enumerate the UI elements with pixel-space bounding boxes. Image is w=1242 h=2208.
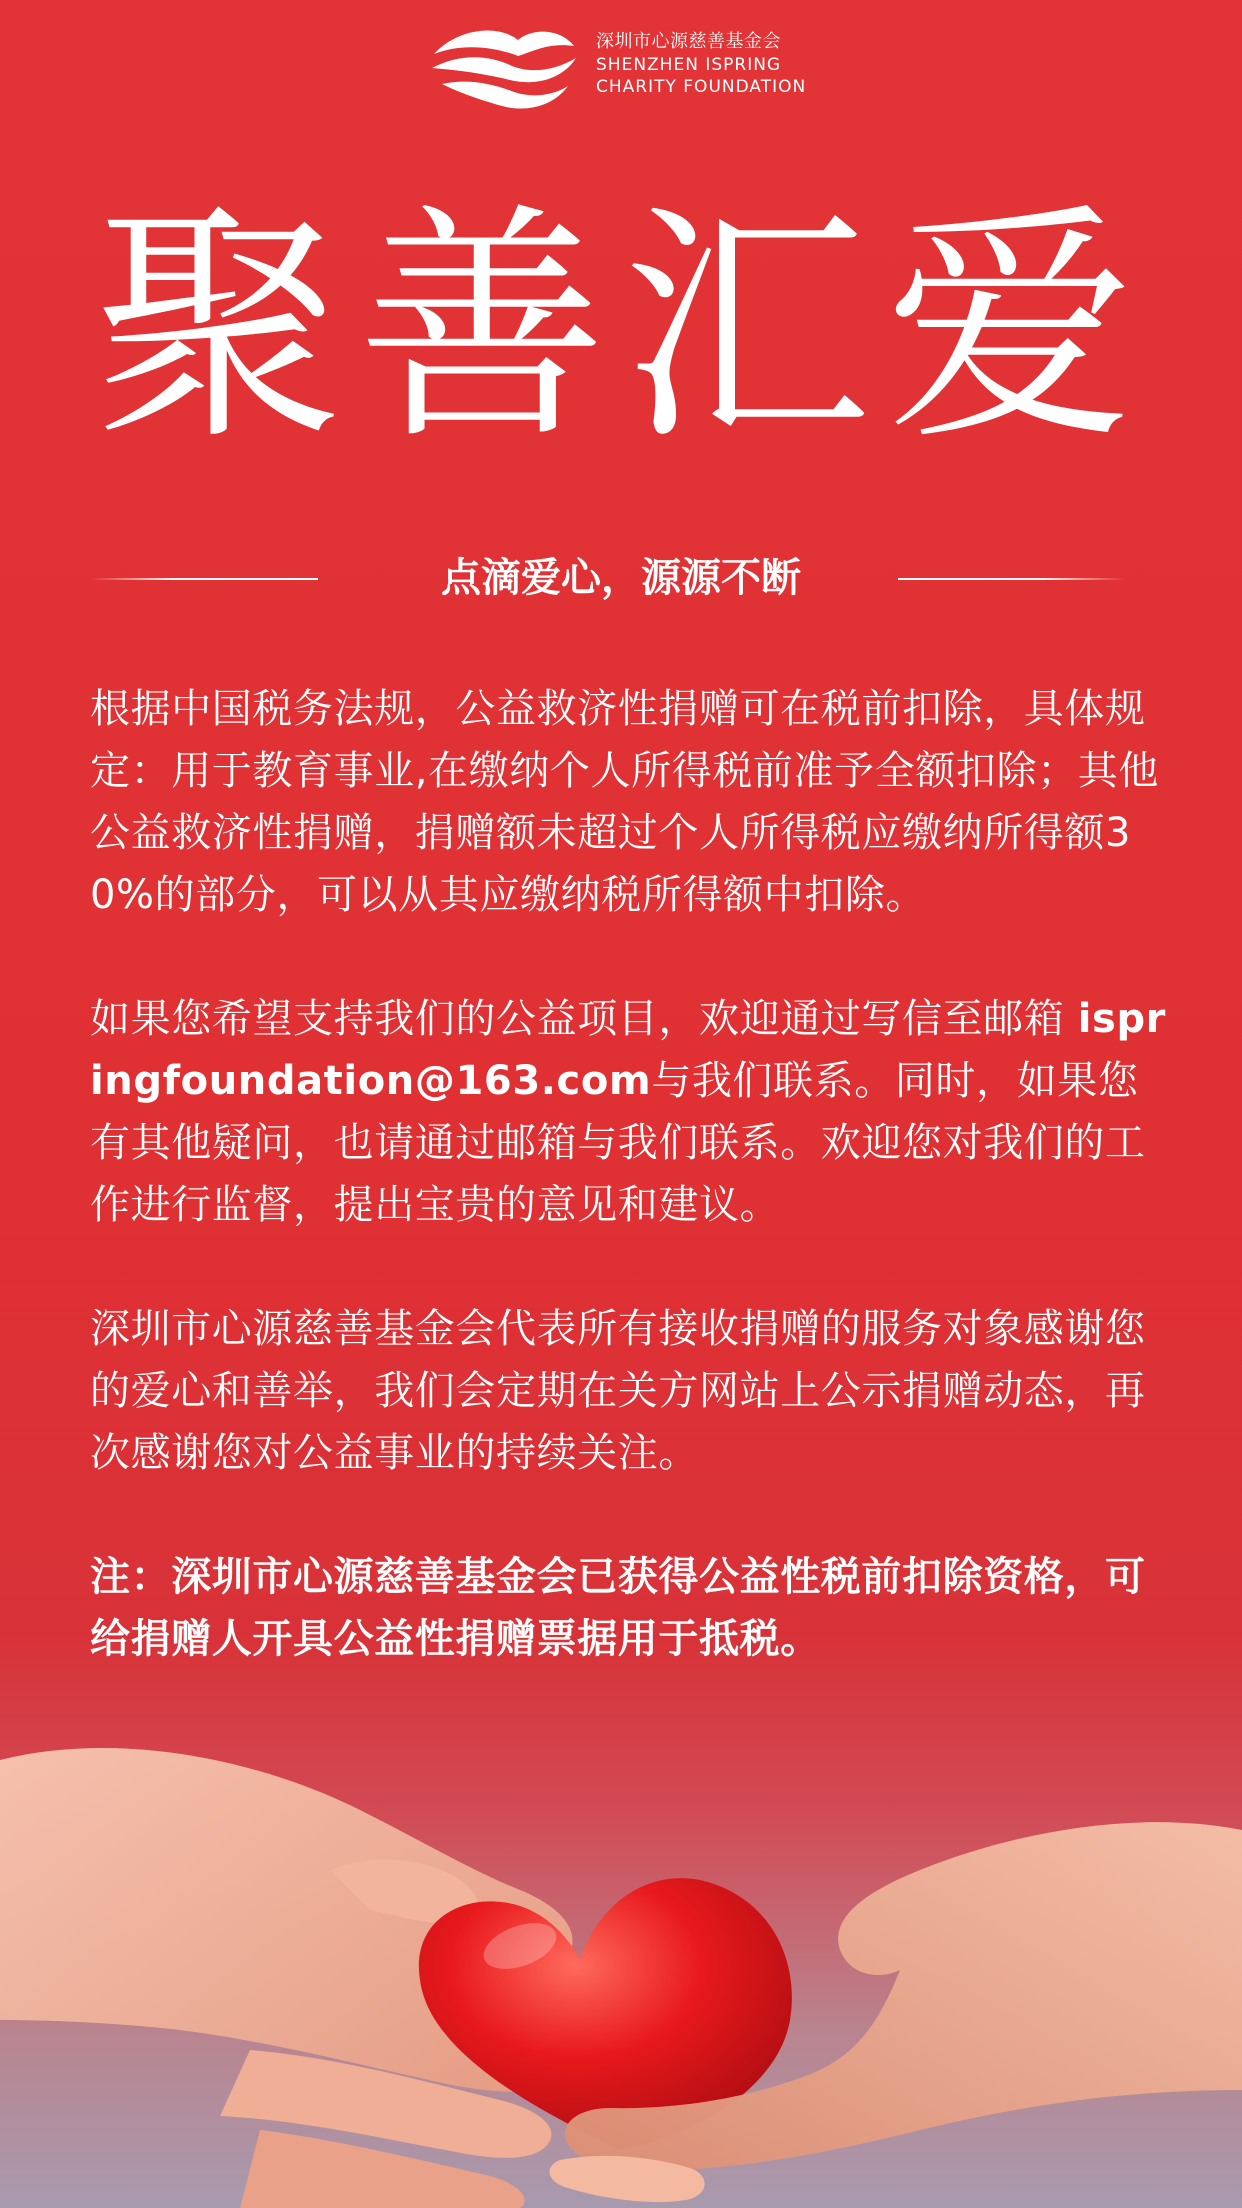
- foundation-logo: [428, 22, 808, 112]
- logo-text: [596, 30, 826, 98]
- email-link[interactable]: ispringfoundation@163.com: [90, 996, 1166, 1104]
- wave-lips-logo-icon: [428, 22, 578, 112]
- logo-name-en-line2: CHARITY FOUNDATION: [596, 77, 807, 97]
- subtitle-rule-right: [898, 578, 1124, 580]
- contact-text-after: 与我们联系。同时，如果您有其他疑问，也请通过邮箱与我们联系。欢迎您对我们的工作进行监督，提出宝贵的意见和建议。: [90, 1058, 1146, 1228]
- subtitle-row: [0, 548, 1242, 608]
- contact-text-before: 如果您希望支持我们的公益项目，欢迎通过写信至邮箱: [90, 996, 1078, 1042]
- paragraph-tax: 根据中国税务法规，公益救济性捐赠可在税前扣除，具体规定：用于教育事业,在缴纳个人所得税前准予全额扣除；其他公益救济性捐赠，捐赠额未超过个人所得税应缴纳所得额30%的部分，可以从其应缴纳税所得额中扣除。: [90, 686, 1159, 918]
- paragraph-note: 注：深圳市心源慈善基金会已获得公益性税前扣除资格，可给捐赠人开具公益性捐赠票据用于抵税。: [90, 1554, 1146, 1662]
- logo-name-cn: 深圳市心源慈善基金会: [596, 31, 781, 52]
- hands-heart-illustration: [0, 1720, 1242, 2208]
- body-text: [90, 678, 1170, 1732]
- page-title: 聚善汇爱: [93, 182, 1149, 473]
- subtitle: 点滴爱心，源源不断: [441, 554, 801, 601]
- logo-name-en-line1: SHENZHEN ISPRING: [596, 55, 782, 75]
- paragraph-contact: [90, 988, 1170, 1236]
- paragraph-thanks: 深圳市心源慈善基金会代表所有接收捐赠的服务对象感谢您的爱心和善举，我们会定期在关方网站上公示捐赠动态，再次感谢您对公益事业的持续关注。: [90, 1306, 1146, 1476]
